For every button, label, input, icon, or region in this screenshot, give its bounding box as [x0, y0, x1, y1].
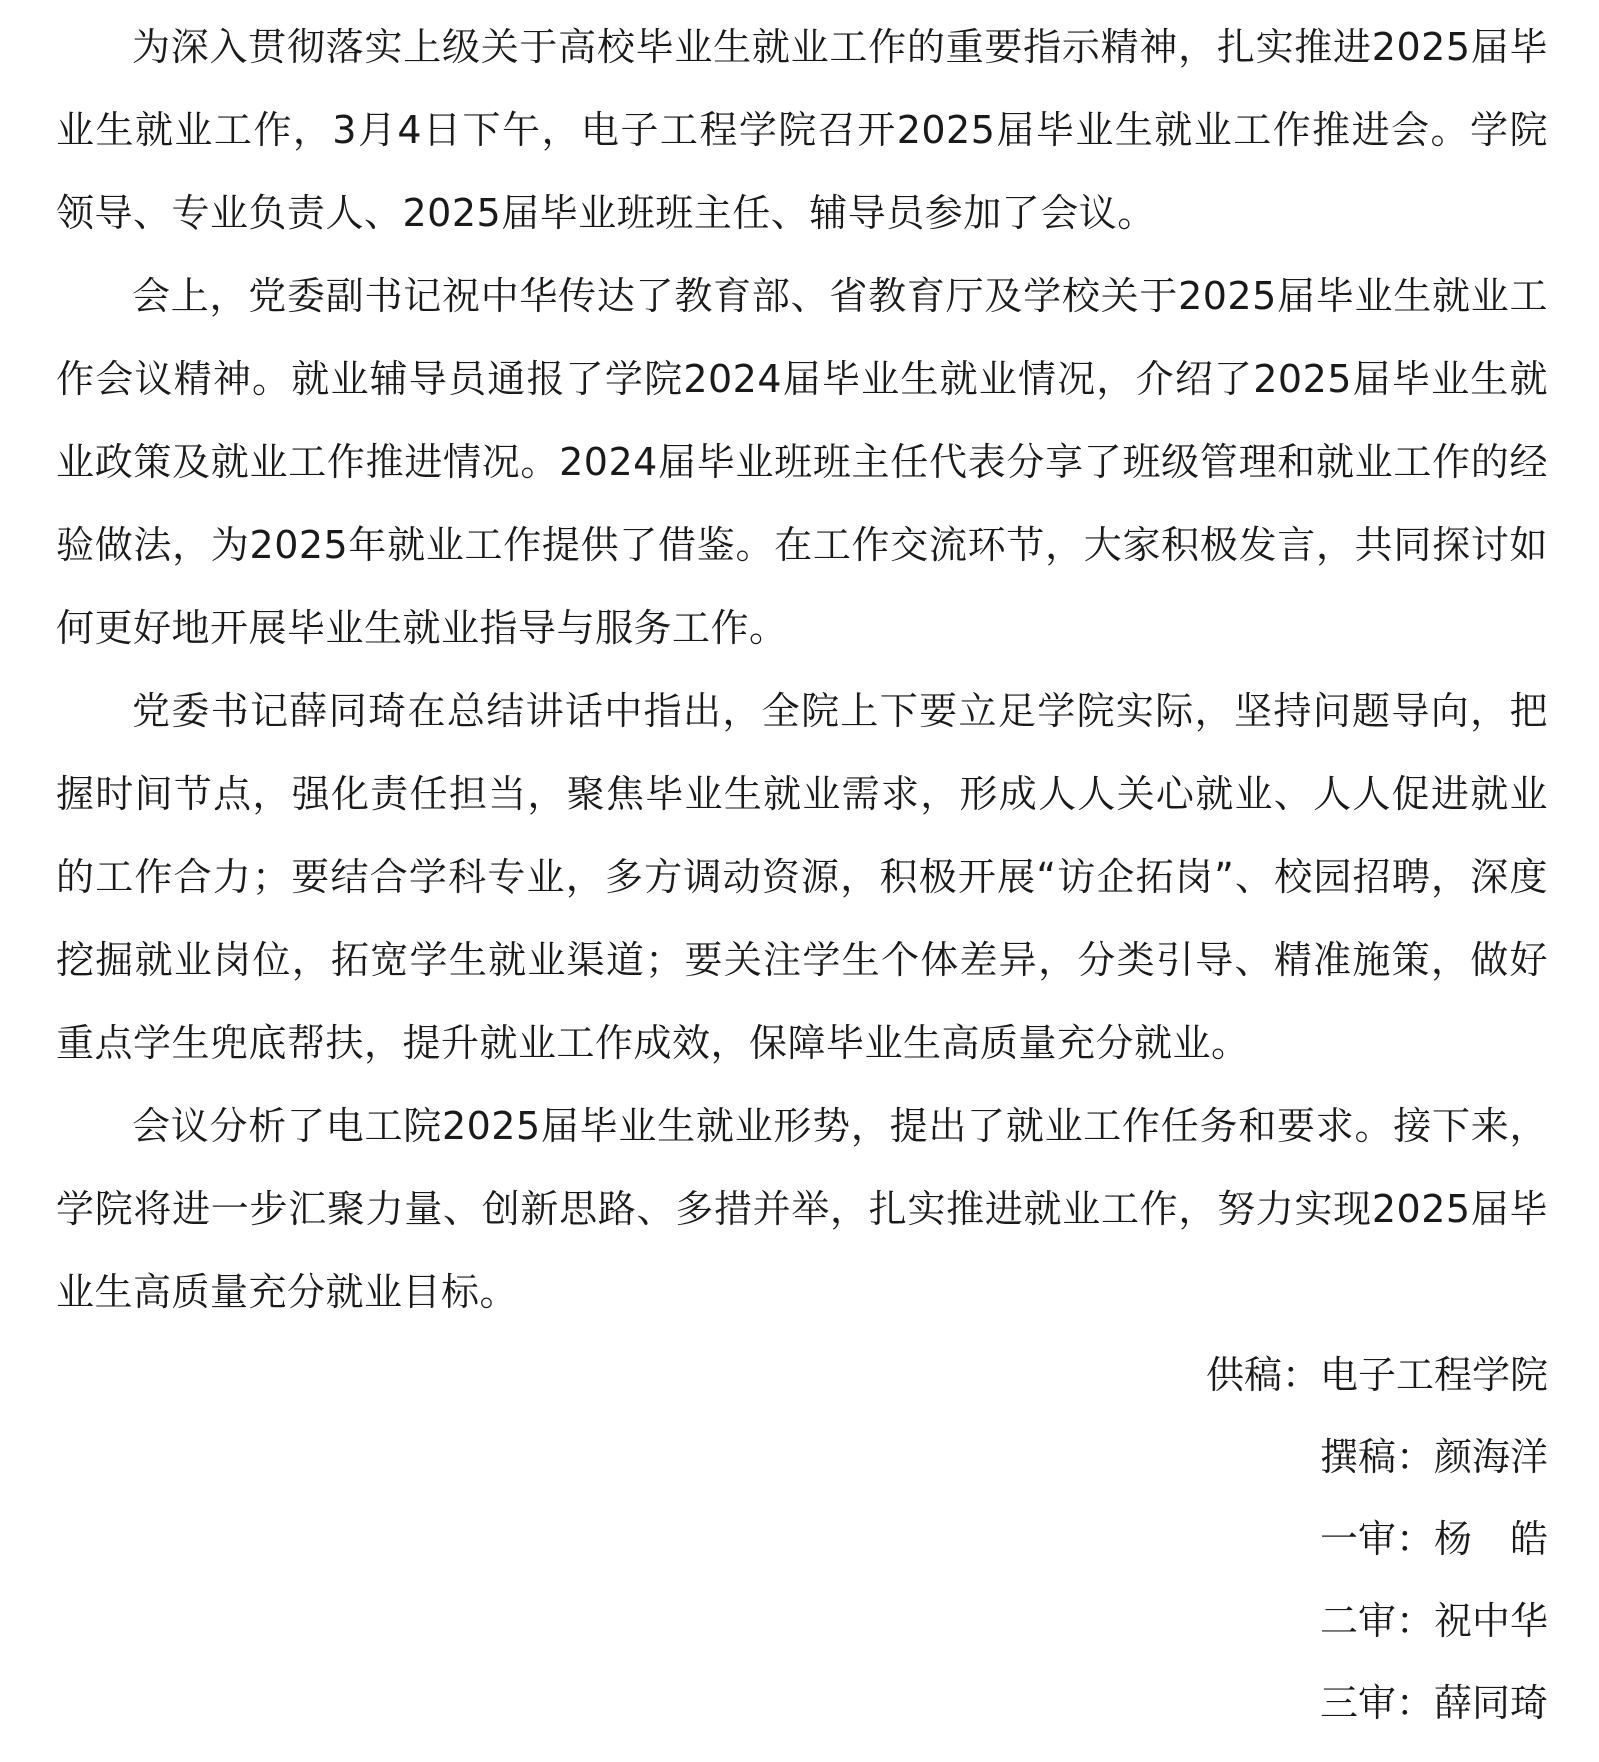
paragraph-1: 为深入贯彻落实上级关于高校毕业生就业工作的重要指示精神，扎实推进2025届毕业生就业工作，3月4日下午，电子工程学院召开2025届毕业生就业工作推进会。学院领导、专业负责人、2025届毕业班班主任、辅导员参加了会议。 — [56, 25, 1548, 235]
credit-label: 撰稿： — [1319, 1435, 1434, 1479]
credit-label: 二审： — [1319, 1599, 1434, 1643]
credit-value: 薛同琦 — [1433, 1681, 1548, 1725]
credit-value: 电子工程学院 — [1319, 1353, 1548, 1397]
credit-value: 杨 皓 — [1433, 1517, 1548, 1561]
paragraph-2: 会上，党委副书记祝中华传达了教育部、省教育厅及学校关于2025届毕业生就业工作会议精神。就业辅导员通报了学院2024届毕业生就业情况，介绍了2025届毕业生就业政策及就业工作推进情况。2024届毕业班班主任代表分享了班级管理和就业工作的经验做法，为2025年就业工作提供了借鉴。在工作交流环节，大家积极发言，共同探讨如何更好地开展毕业生就业指导与服务工作。 — [56, 274, 1548, 650]
paragraph-3: 党委书记薛同琦在总结讲话中指出，全院上下要立足学院实际，坚持问题导向，把握时间节点，强化责任担当，聚焦毕业生就业需求，形成人人关心就业、人人促进就业的工作合力；要结合学科专业，多方调动资源，积极开展“访企拓岗”、校园招聘，深度挖掘就业岗位，拓宽学生就业渠道；要关注学生个体差异，分类引导、精准施策，做好重点学生兜底帮扶，提升就业工作成效，保障毕业生高质量充分就业。 — [56, 689, 1548, 1065]
credit-second-review — [56, 1580, 1548, 1662]
credit-label: 三审： — [1319, 1681, 1434, 1725]
credit-value: 颜海洋 — [1433, 1435, 1548, 1479]
credit-contributor — [56, 1334, 1548, 1416]
credit-label: 供稿： — [1205, 1353, 1320, 1397]
credit-writer — [56, 1416, 1548, 1498]
credit-third-review — [56, 1662, 1548, 1744]
paragraph-4: 会议分析了电工院2025届毕业生就业形势，提出了就业工作任务和要求。接下来，学院将进一步汇聚力量、创新思路、多措并举，扎实推进就业工作，努力实现2025届毕业生高质量充分就业目标。 — [56, 1104, 1548, 1314]
credit-label: 一审： — [1319, 1517, 1434, 1561]
article-body — [56, 6, 1548, 1334]
credits-block — [56, 1334, 1548, 1744]
credit-value: 祝中华 — [1433, 1599, 1548, 1643]
credit-first-review — [56, 1498, 1548, 1580]
article-page — [56, 6, 1548, 1744]
